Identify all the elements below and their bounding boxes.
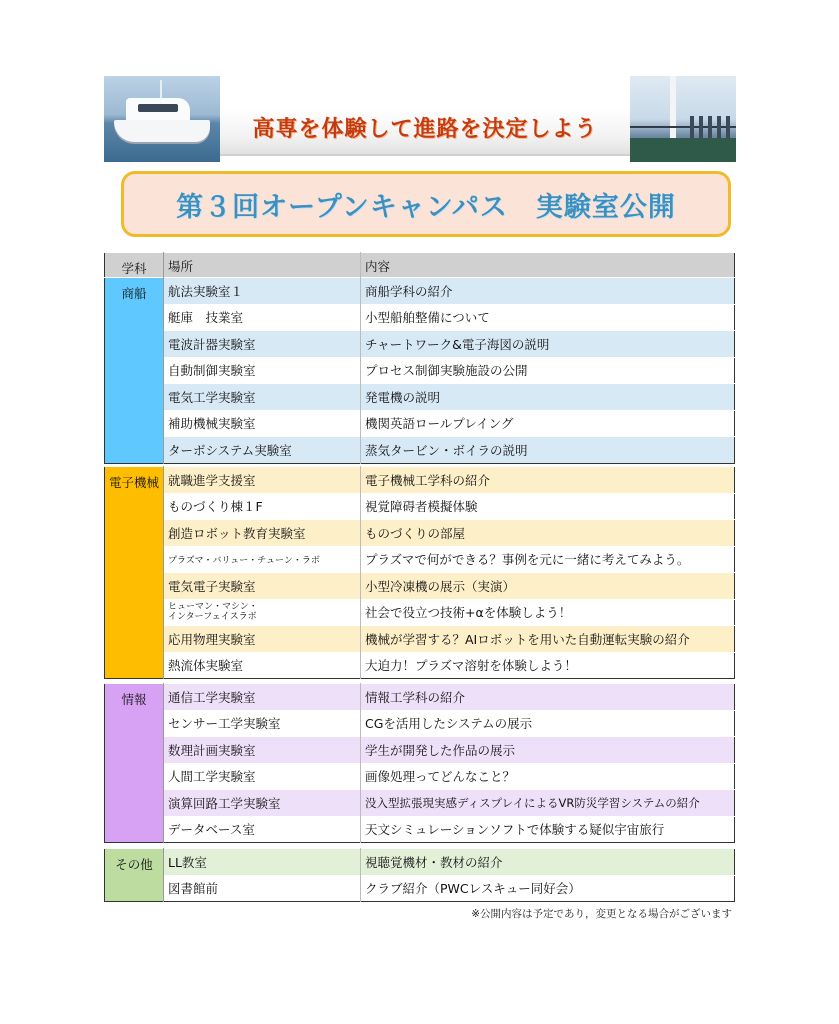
content-cell: 発電機の説明 (361, 384, 735, 411)
content-cell: 視聴覚機材・教材の紹介 (361, 849, 735, 876)
content-cell: ものづくりの部屋 (361, 520, 735, 547)
place-cell: 応用物理実験室 (164, 626, 361, 653)
content-cell: 小型船舶整備について (361, 304, 735, 331)
content-cell: 商船学科の紹介 (361, 278, 735, 305)
department-cell: 商船 (105, 278, 164, 464)
place-cell: 図書館前 (164, 875, 361, 902)
content-cell: 没入型拡張現実感ディスプレイによるVR防災学習システムの紹介 (361, 790, 735, 817)
place-cell: 艇庫 技業室 (164, 304, 361, 331)
place-cell: 通信工学実験室 (164, 684, 361, 711)
department-cell: その他 (105, 849, 164, 902)
content-cell: 画像処理ってどんなこと？ (361, 763, 735, 790)
department-cell: 情報 (105, 684, 164, 843)
header-content: 内容 (361, 253, 735, 280)
content-cell: 学生が開発した作品の展示 (361, 737, 735, 764)
group-sonota (104, 848, 735, 902)
content-cell: 視覚障碍者模擬体験 (361, 493, 735, 520)
place-cell: LL教室 (164, 849, 361, 876)
content-cell: 機械が学習する？AIロボットを用いた自動運転実験の紹介 (361, 626, 735, 653)
place-cell: プラズマ・バリュー・チューン・ラボ (164, 546, 361, 573)
ship-deck-photo (630, 76, 736, 162)
footnote: ※公開内容は予定であり，変更となる場合がございます (471, 908, 732, 920)
place-cell: 電気電子実験室 (164, 573, 361, 600)
place-cell: 電気工学実験室 (164, 384, 361, 411)
group-shosen (104, 277, 735, 464)
content-cell: 社会で役立つ技術+αを体験しよう！ (361, 599, 735, 626)
place-cell: ターボシステム実験室 (164, 437, 361, 464)
content-cell: クラブ紹介（PWCレスキュー同好会） (361, 875, 735, 902)
place-cell: 自動制御実験室 (164, 357, 361, 384)
table-header (104, 252, 735, 280)
group-denshi-kikai (104, 466, 735, 679)
event-title-box (121, 171, 731, 237)
event-title: 第３回オープンキャンパス 実験室公開 (176, 191, 676, 223)
place-cell: 熱流体実験室 (164, 652, 361, 679)
header-place: 場所 (164, 253, 361, 280)
place-cell: 就職進学支援室 (164, 467, 361, 494)
place-cell: 人間工学実験室 (164, 763, 361, 790)
place-cell: 航法実験室１ (164, 278, 361, 305)
place-line: ヒューマン・マシン・ (168, 602, 258, 613)
deck-floor (630, 138, 736, 162)
content-cell: CGを活用したシステムの展示 (361, 710, 735, 737)
place-cell: 数理計画実験室 (164, 737, 361, 764)
content-cell: 情報工学科の紹介 (361, 684, 735, 711)
place-cell: 創造ロボット教育実験室 (164, 520, 361, 547)
content-cell: 大迫力！プラズマ溶射を体験しよう！ (361, 652, 735, 679)
content-cell: 蒸気タービン・ボイラの説明 (361, 437, 735, 464)
content-cell: 機関英語ロールプレイング (361, 410, 735, 437)
department-cell: 電子機械 (105, 467, 164, 679)
boat-hull (114, 120, 210, 142)
boat-window (138, 104, 178, 112)
place-cell: 補助機械実験室 (164, 410, 361, 437)
place-line: インターフェイスラボ (168, 612, 257, 623)
place-cell: センサー工学実験室 (164, 710, 361, 737)
content-cell: 天文シミュレーションソフトで体験する疑似宇宙旅行 (361, 816, 735, 843)
boat-photo (104, 76, 220, 162)
group-joho (104, 683, 735, 843)
boat-mast (160, 80, 162, 100)
place-cell: ものづくり棟１F (164, 493, 361, 520)
content-cell: プロセス制御実験施設の公開 (361, 357, 735, 384)
banner-slogan: 高専を体験して進路を決定しよう (252, 117, 598, 142)
visitors-group (690, 116, 730, 138)
place-cell: 演算回路工学実験室 (164, 790, 361, 817)
content-cell: プラズマで何ができる？事例を元に一緒に考えてみよう。 (361, 546, 735, 573)
place-cell: データベース室 (164, 816, 361, 843)
content-cell: チャートワーク&電子海図の説明 (361, 331, 735, 358)
place-cell (164, 599, 361, 626)
content-cell: 電子機械工学科の紹介 (361, 467, 735, 494)
place-cell: 電波計器実験室 (164, 331, 361, 358)
header-department: 学科 (105, 253, 164, 280)
content-cell: 小型冷凍機の展示（実演） (361, 573, 735, 600)
